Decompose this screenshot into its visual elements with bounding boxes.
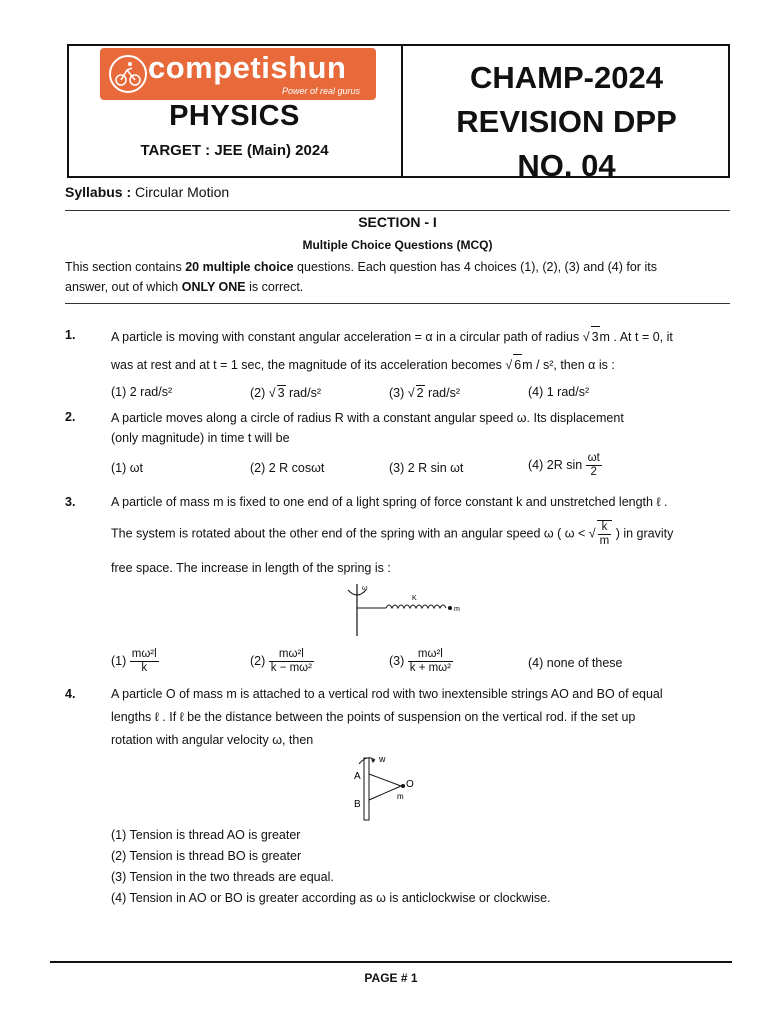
option-3[interactable]	[389, 648, 453, 675]
q-text: lengths ℓ . If ℓ be the distance between the points of suspension on the vertical rod. if the set up	[111, 710, 636, 724]
q-text: A particle moves along a circle of radius R with a constant angular speed ω. Its displacement	[111, 411, 624, 425]
point-o-label: O	[406, 779, 414, 790]
footer-divider	[50, 961, 732, 963]
question-1-text-2: was at rest and at t = 1 sec, the magnitude of its acceleration becomes √ 6m / s², then α is :	[111, 354, 706, 375]
intro-text: answer, out of which	[65, 280, 182, 294]
syllabus	[65, 184, 229, 200]
opt-label: (2)	[250, 653, 269, 668]
denominator: k + mω²	[409, 662, 451, 674]
q-text: (only magnitude) in time t will be	[111, 431, 290, 445]
mass-label: m	[454, 606, 460, 613]
dpp-title-line3: NO. 04	[517, 148, 616, 183]
intro-bold: ONLY ONE	[181, 280, 246, 294]
cyclist-icon	[108, 54, 148, 94]
fraction	[597, 520, 613, 548]
syllabus-label: Syllabus :	[65, 184, 132, 200]
opt-label: (3)	[389, 386, 408, 400]
intro-text: questions. Each question has 4 choices (1), (2), (3) and (4) for its	[293, 260, 657, 274]
opt-label: (1)	[111, 653, 130, 668]
option-1[interactable]: (1) 2 rad/s²	[111, 385, 173, 399]
option-1[interactable]: (1) ωt	[111, 461, 143, 475]
numerator: mω²l	[131, 648, 157, 660]
spring-k-label: K	[412, 595, 417, 602]
dpp-title-line2: REVISION DPP	[456, 104, 677, 139]
option-4[interactable]: (4) Tension in AO or BO is greater according as ω is anticlockwise or clockwise.	[111, 891, 551, 905]
question-number: 3.	[65, 495, 76, 509]
brand-tagline: Power of real gurus	[282, 86, 361, 96]
option-2[interactable]	[250, 648, 314, 675]
target-exam: TARGET : JEE (Main) 2024	[140, 142, 329, 159]
rod-strings-figure	[345, 752, 425, 822]
denominator: k	[141, 662, 148, 674]
w-label: w	[379, 754, 386, 764]
divider	[65, 210, 730, 211]
option-4[interactable]	[528, 452, 602, 479]
question-3-text: A particle of mass m is fixed to one end of a light spring of force constant k and unstretched length ℓ .	[111, 495, 668, 509]
divider	[65, 303, 730, 304]
intro-text: is correct.	[245, 280, 304, 294]
intro-text: This section contains	[65, 260, 186, 274]
numerator: mω²l	[408, 648, 453, 662]
option-1[interactable]	[111, 648, 159, 675]
dpp-title-line1: CHAMP-2024	[470, 60, 663, 95]
point-a-label: A	[354, 771, 361, 782]
mass-label: m	[397, 792, 404, 801]
page-number: PAGE # 1	[364, 971, 418, 985]
section-subtitle: Multiple Choice Questions (MCQ)	[302, 238, 493, 252]
numerator: ωt	[587, 452, 600, 464]
section-title: SECTION - I	[358, 214, 437, 230]
option-1[interactable]: (1) Tension is thread AO is greater	[111, 828, 301, 842]
option-4[interactable]: (4) none of these	[528, 656, 623, 670]
option-3[interactable]: (3) Tension in the two threads are equal.	[111, 870, 334, 884]
question-number: 2.	[65, 410, 76, 424]
option-3[interactable]: (3) √ 2 rad/s²	[389, 386, 461, 400]
fraction	[130, 648, 159, 675]
question-3-text-2: The system is rotated about the other end of the spring with an angular speed ω ( ω < √ $\frac{k}{m}$ ) in gravity	[111, 521, 674, 547]
denominator: 2	[590, 466, 597, 478]
q-text: The system is rotated about the other end of the spring with an angular speed ω ( ω <	[111, 526, 589, 541]
q-text: m / s², then α is :	[522, 358, 615, 372]
q-text: A particle is moving with constant angular acceleration = α in a circular path of radius	[111, 330, 583, 344]
fraction	[408, 648, 453, 675]
option-2[interactable]: (2) 2 R cosωt	[250, 461, 325, 475]
option-2[interactable]: (2) √ 3 rad/s²	[250, 386, 322, 400]
question-number: 1.	[65, 328, 76, 342]
dpp-title	[403, 56, 730, 188]
sqrt-value: 2	[416, 386, 424, 400]
omega-label: ω	[362, 585, 368, 592]
fraction	[586, 452, 602, 479]
question-3-text-3: free space. The increase in length of the spring is :	[111, 561, 391, 575]
sqrt-value: 3	[277, 386, 285, 400]
q-text: m . At t = 0, it	[599, 330, 673, 344]
opt-label: (2)	[250, 386, 269, 400]
q-text: was at rest and at t = 1 sec, the magnitude of its acceleration becomes	[111, 358, 506, 372]
opt-unit: rad/s²	[285, 386, 322, 400]
subject-title: PHYSICS	[169, 100, 300, 132]
numerator: k	[598, 521, 612, 535]
opt-label: (3)	[389, 653, 408, 668]
opt-unit: rad/s²	[424, 386, 461, 400]
opt-label: (4) 2R sin	[528, 457, 586, 472]
question-1-text: A particle is moving with constant angular acceleration = α in a circular path of radius √ 3m . At t = 0, it	[111, 326, 706, 347]
spring-figure	[340, 580, 470, 640]
option-2[interactable]: (2) Tension is thread BO is greater	[111, 849, 302, 863]
denominator: m	[599, 535, 610, 547]
syllabus-value: Circular Motion	[135, 184, 230, 200]
q-text: rotation with angular velocity ω, then	[111, 733, 314, 747]
section-intro	[65, 257, 705, 297]
option-4[interactable]: (4) 1 rad/s²	[528, 385, 590, 399]
denominator: k − mω²	[270, 662, 312, 674]
q-text: ) in gravity	[612, 526, 674, 541]
question-number: 4.	[65, 687, 76, 701]
question-2-text	[111, 408, 703, 448]
sqrt-value: 3	[591, 326, 600, 347]
sqrt-value: 6	[513, 354, 522, 375]
option-3[interactable]: (3) 2 R sin ωt	[389, 461, 464, 475]
brand-name: competishun	[148, 50, 347, 85]
fraction	[269, 648, 314, 675]
intro-bold: 20 multiple choice	[185, 260, 294, 274]
q-text: A particle O of mass m is attached to a vertical rod with two inextensible strings AO and BO of equal	[111, 687, 663, 701]
numerator: mω²l	[269, 648, 314, 662]
question-4-text	[111, 684, 703, 750]
point-b-label: B	[354, 799, 361, 810]
